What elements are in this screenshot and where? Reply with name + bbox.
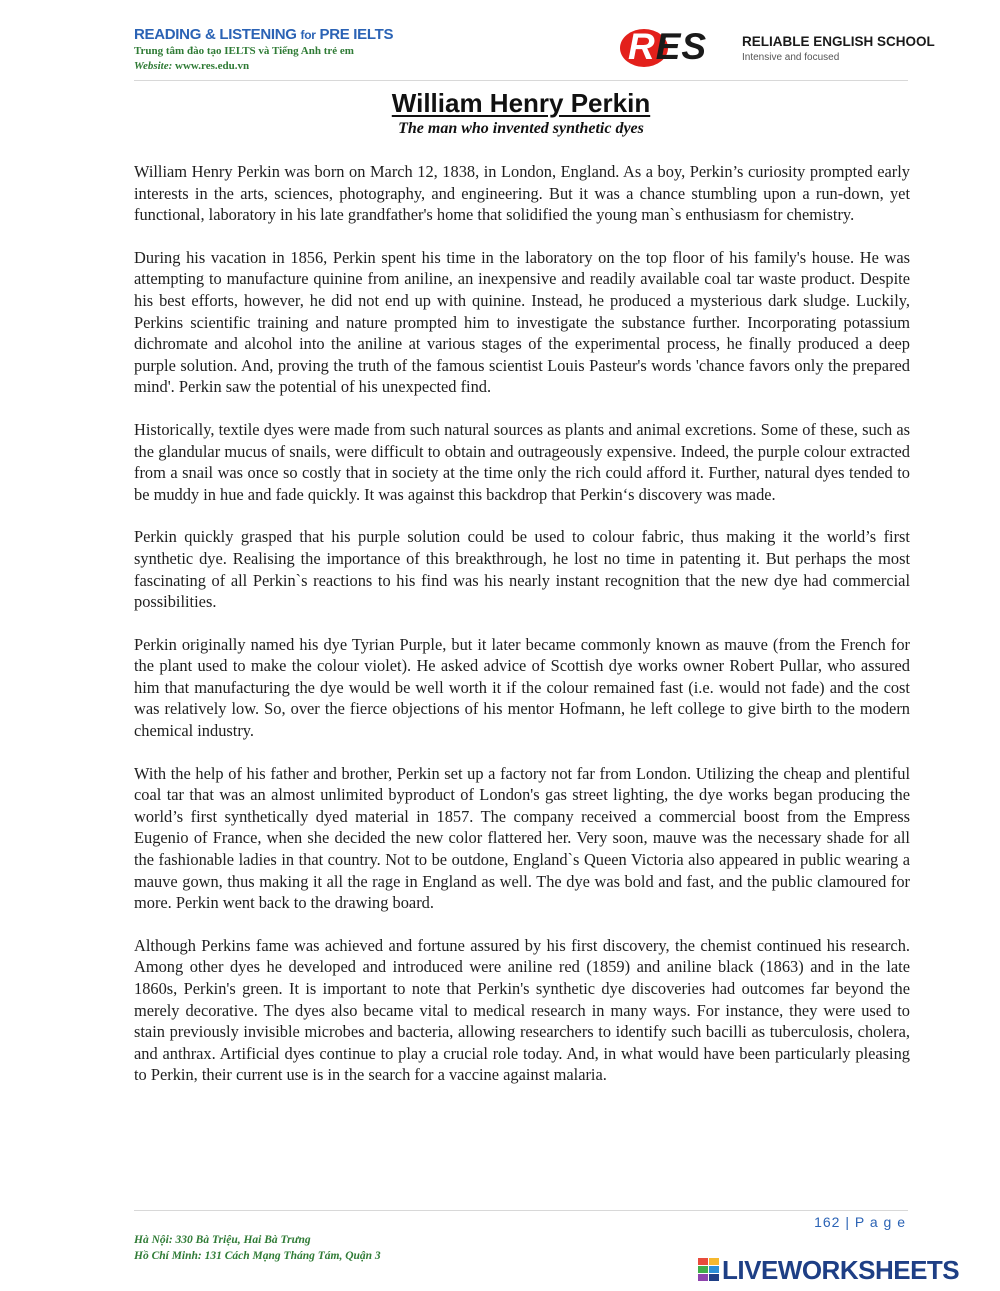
logo-letters (628, 26, 707, 68)
header-website (134, 59, 393, 74)
logo-school-name: RELIABLE ENGLISH SCHOOL (742, 34, 935, 49)
article-body (134, 161, 910, 1107)
paragraph-6: With the help of his father and brother, Perkin set up a factory not far from London. Utilizing the cheap and plentiful coal tar that was an almost unlimited byproduct of London's gas street lighting, the dye works began producing the world’s first synthetically dyed material in 1857. The company received a commercial boost from the Empress Eugenio of France, when she decided the new color flattered her. Very soon, mauve was the necessary shade for all the fashionable ladies in that country. Not to be outdone, England`s Queen Victoria also appeared in public wearing a mauve gown, thus making it all the rage in England as well. The dye was bold and fast, and the public clamoured for more. Perkin went back to the drawing board. (134, 763, 910, 913)
header-title-for: for (300, 28, 316, 42)
paragraph-7: Although Perkins fame was achieved and fortune assured by his first discovery, the chemist continued his research. Among other dyes he developed and introduced were aniline red (1859) and aniline black (1863) and in the late 1860s, Perkin's green. It is important to note that Perkin's synthetic dye discoveries had outcomes far beyond the merely decorative. The dyes also became vital to medical research in many ways. For instance, they were used to stain previously invisible microbes and bacteria, allowing researchers to identify such bacilli as tuberculosis, cholera, and anthrax. Artificial dyes continue to play a crucial role today. And, in what would have been particularly pleasing to Perkin, their current use is in the search for a vaccine against malaria. (134, 935, 910, 1085)
header-title-end: PRE IELTS (315, 26, 394, 43)
paragraph-2: During his vacation in 1856, Perkin spent his time in the laboratory on the top floor of his family's house. He was attempting to manufacture quinine from aniline, an inexpensive and readily available coal tar waste product. Despite his best efforts, however, he did not end up with quinine. Instead, he produced a mysterious dark sludge. Luckily, Perkins scientific training and nature prompted him to investigate the substance further. Incorporating potassium dichromate and alcohol into the aniline at various stages of the experimental process, he finally produced a deep purple solution. And, proving the truth of the famous scientist Louis Pasteur's words 'chance favors only the prepared mind'. Perkin saw the potential of his unexpected find. (134, 247, 910, 397)
logo-letters-es: ES (655, 26, 708, 67)
res-logo (620, 26, 935, 72)
paragraph-3: Historically, textile dyes were made from such natural sources as plants and animal excretions. Some of these, such as the glandular mucus of snails, were difficult to obtain and outrageously expensive. Indeed, the purple colour extracted from a snail was once so costly that in society at the time only the rich could afford it. Further, natural dyes tended to be muddy in hue and fade quickly. It was against this backdrop that Perkin‘s discovery was made. (134, 419, 910, 504)
logo-tagline: Intensive and focused (742, 52, 840, 63)
article-title: William Henry Perkin (391, 88, 651, 118)
logo-letter-r: R (628, 26, 656, 67)
address-hcm: Hồ Chí Minh: 131 Cách Mạng Tháng Tám, Quận 3 (134, 1250, 381, 1262)
paragraph-4: Perkin quickly grasped that his purple solution could be used to colour fabric, thus making it the world’s first synthetic dye. Realising the importance of this breakthrough, he lost no time in patenting it. But perhaps the most fascinating of all Perkin`s reactions to his find was his nearly instant recognition that the new dye had commercial possibilities. (134, 527, 910, 612)
article-subtitle: The man who invented synthetic dyes (398, 120, 644, 137)
header-divider (134, 80, 908, 81)
page-header (134, 26, 935, 82)
header-title (134, 26, 393, 44)
header-info (134, 26, 393, 74)
website-url: www.res.edu.vn (172, 60, 250, 72)
website-label: Website: (134, 60, 173, 72)
paragraph-1: William Henry Perkin was born on March 12, 1838, in London, England. As a boy, Perkin’s curiosity prompted early interests in the arts, sciences, photography, and engineering. But it was a chance stumbling upon a run-down, yet functional, laboratory in his late grandfather's home that solidified the young man`s enthusiasm for chemistry. (134, 162, 910, 225)
header-title-main: READING & LISTENING (134, 26, 301, 43)
liveworksheets-text: LIVEWORKSHEETS (722, 1255, 960, 1285)
footer-divider (134, 1210, 908, 1211)
page-number: 162 | P a g e (814, 1214, 906, 1230)
paragraph-5: Perkin originally named his dye Tyrian Purple, but it later became commonly known as mauve (from the French for the plant used to make the colour violet). He asked advice of Scottish dye works owner Robert Pullar, who assured him that manufacturing the dye would be well worth it if the colour remained fast (i.e. would not fade) and the cost was relatively low. So, over the fierce objections of his mentor Hofmann, he left college to give birth to the modern chemical industry. (134, 634, 910, 741)
liveworksheets-logo-icon (698, 1258, 720, 1282)
header-subtitle: Trung tâm đào tạo IELTS và Tiếng Anh trẻ em (134, 45, 354, 57)
address-hanoi: Hà Nội: 330 Bà Triệu, Hai Bà Trưng (134, 1234, 311, 1246)
liveworksheets-watermark[interactable] (698, 1255, 998, 1285)
